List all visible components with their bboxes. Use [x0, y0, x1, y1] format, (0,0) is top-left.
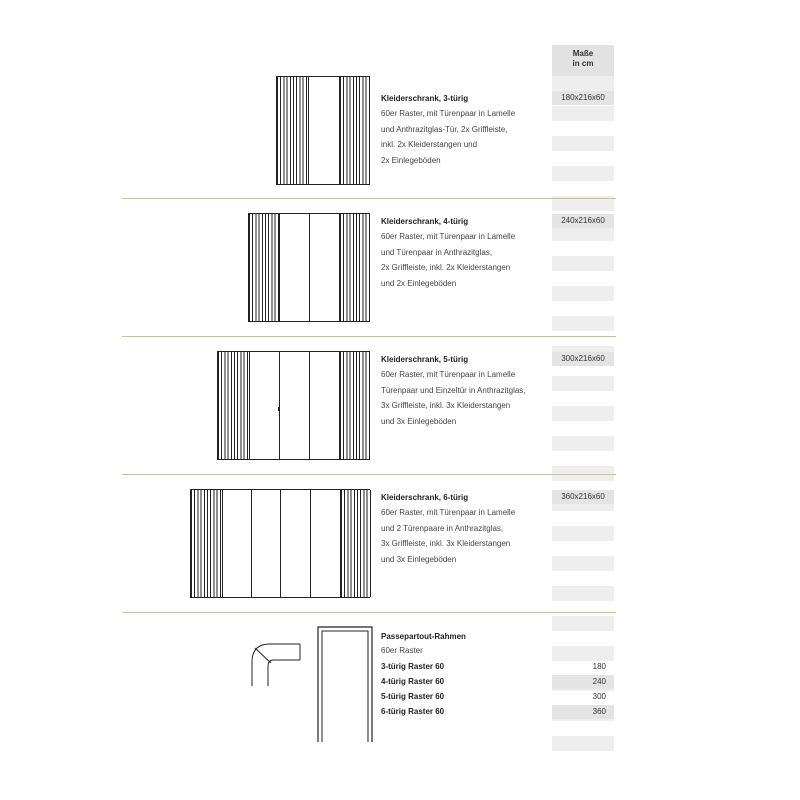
glass-door	[279, 214, 309, 321]
product-dimensions: 300x216x60	[552, 352, 614, 366]
lamella-panel	[249, 214, 279, 321]
frame-row-label: 4-türig Raster 60	[381, 677, 445, 686]
glass-door	[222, 490, 251, 597]
product-title: Kleiderschrank, 3-türig	[381, 94, 469, 103]
wardrobe-3-door-drawing	[276, 76, 370, 185]
glass-door	[251, 490, 280, 597]
frame-subtitle: 60er Raster	[381, 646, 423, 655]
wardrobe-6-door-drawing	[190, 489, 370, 598]
lamella-panel	[339, 77, 371, 184]
frame-row-label: 3-türig Raster 60	[381, 662, 445, 671]
section-separator	[122, 612, 616, 613]
frame-row-value: 180	[592, 662, 606, 671]
column-stripe	[552, 736, 614, 751]
glass-door	[309, 352, 339, 459]
column-stripe	[552, 106, 614, 121]
lamella-panel	[340, 490, 371, 597]
column-stripe	[552, 646, 614, 661]
frame-row-value: 360	[552, 705, 614, 719]
glass-door	[280, 490, 310, 597]
column-stripe	[552, 256, 614, 271]
product-title: Kleiderschrank, 4-türig	[381, 217, 469, 226]
column-stripe	[552, 406, 614, 421]
column-stripe	[552, 586, 614, 601]
column-stripe	[552, 376, 614, 391]
section-separator	[122, 336, 616, 337]
product-dimensions: 360x216x60	[552, 490, 614, 504]
product-description: 60er Raster, mit Türenpaar in Lamelle Türenpaar und Einzeltür in Anthrazitglas, 3x Griffleiste, inkl. 3x Kleiderstangen und 3x Einlegeböden	[381, 370, 526, 426]
lamella-panel	[191, 490, 222, 597]
column-stripe	[552, 226, 614, 241]
wardrobe-5-door-drawing	[217, 351, 370, 460]
section-separator	[122, 198, 616, 199]
glass-door	[279, 352, 309, 459]
column-stripe	[552, 556, 614, 571]
column-stripe	[552, 526, 614, 541]
header-line-1: Maße	[572, 49, 594, 58]
glass-door	[309, 214, 339, 321]
door-handle	[278, 407, 279, 411]
lamella-panel	[277, 77, 308, 184]
column-stripe	[552, 436, 614, 451]
dimensions-column-background	[552, 45, 614, 765]
lamella-panel	[339, 214, 371, 321]
column-stripe	[552, 286, 614, 301]
product-dimensions: 180x216x60	[552, 91, 614, 105]
frame-row-value: 300	[592, 692, 606, 701]
dimensions-column-header	[552, 45, 614, 76]
glass-door	[249, 352, 279, 459]
frame-row-label: 5-türig Raster 60	[381, 692, 445, 701]
column-stripe	[552, 316, 614, 331]
lamella-panel	[339, 352, 371, 459]
frame-title: Passepartout-Rahmen	[381, 632, 466, 641]
product-description: 60er Raster, mit Türenpaar in Lamelle und Türenpaar in Anthrazitglas, 2x Griffleiste, inkl. 2x Kleiderstangen und 2x Einlegeböden	[381, 232, 516, 288]
header-line-2: in cm	[572, 59, 594, 68]
section-separator	[122, 474, 616, 475]
frame-corner-drawing	[248, 640, 304, 688]
product-dimensions: 240x216x60	[552, 214, 614, 228]
product-title: Kleiderschrank, 5-türig	[381, 355, 469, 364]
frame-row-label: 6-türig Raster 60	[381, 707, 445, 716]
wardrobe-4-door-drawing	[248, 213, 370, 322]
glass-door	[310, 490, 340, 597]
frame-row-value: 240	[552, 675, 614, 689]
column-stripe	[552, 616, 614, 631]
product-title: Kleiderschrank, 6-türig	[381, 493, 469, 502]
column-stripe	[552, 76, 614, 91]
column-stripe	[552, 136, 614, 151]
lamella-panel	[218, 352, 249, 459]
column-stripe	[552, 166, 614, 181]
door-handle	[280, 545, 281, 549]
product-description: 60er Raster, mit Türenpaar in Lamelle und 2 Türenpaare in Anthrazitglas, 3x Griffleiste, inkl. 3x Kleiderstangen und 3x Einlegeböden	[381, 508, 516, 564]
product-description: 60er Raster, mit Türenpaar in Lamelle und Anthrazitglas-Tür, 2x Griffleiste, inkl. 2x Kleiderstangen und 2x Einlegeböden	[381, 109, 516, 165]
glass-door	[308, 77, 339, 184]
frame-outline-drawing	[317, 626, 373, 742]
